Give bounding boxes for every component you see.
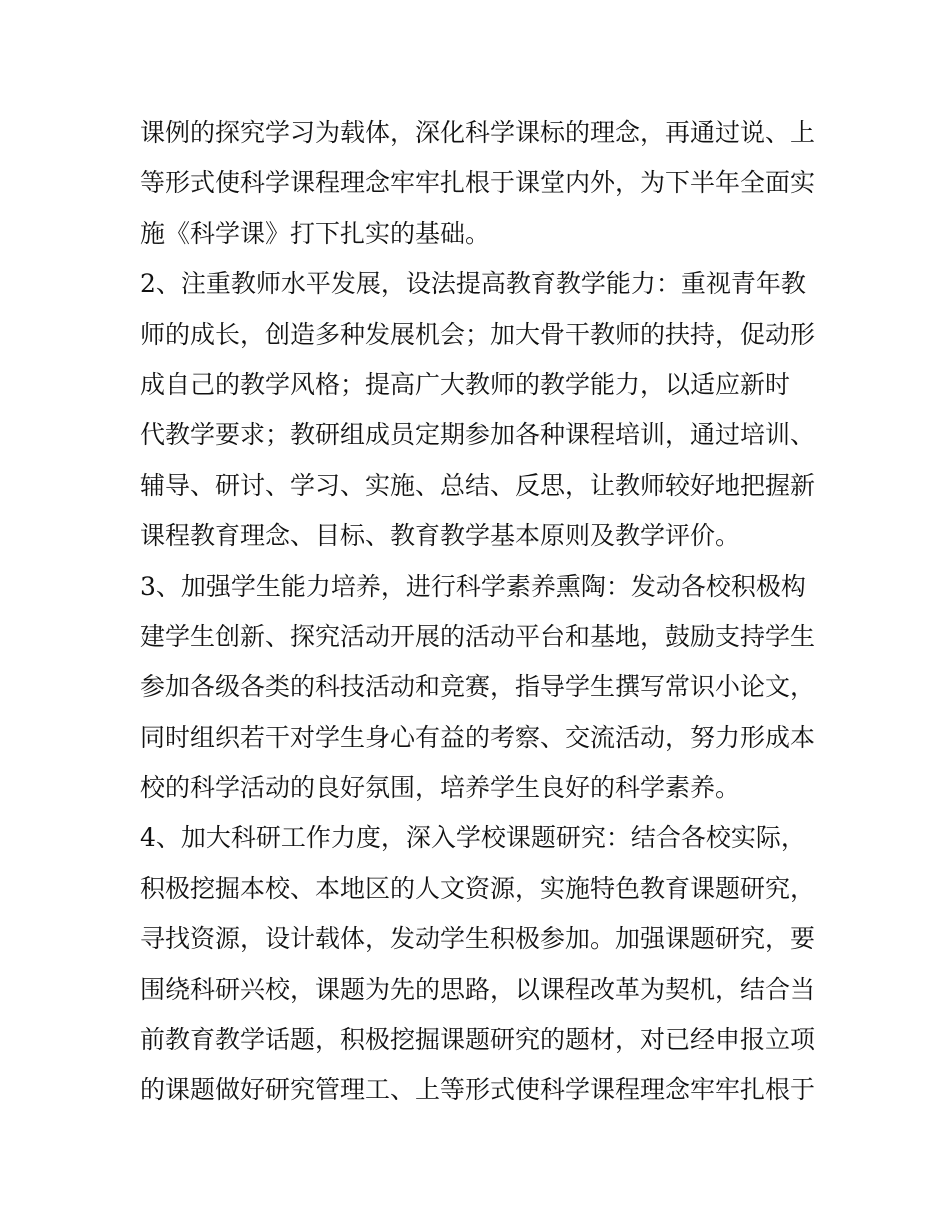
text-line: 师的成长，创造多种发展机会；加大骨干教师的扶持，促动形 [140, 319, 816, 349]
text-line: 寻找资源，设计载体，发动学生积极参加。加强课题研究，要 [140, 924, 816, 954]
text-line: 课程教育理念、目标、教育教学基本原则及教学评价。 [140, 521, 741, 551]
text-line: 校的科学活动的良好氛围，培养学生良好的科学素养。 [140, 773, 741, 803]
text-line: 积极挖掘本校、本地区的人文资源，实施特色教育课题研究， [140, 873, 816, 903]
text-line: 前教育教学话题，积极挖掘课题研究的题材，对已经申报立项 [140, 1025, 816, 1055]
text-line: 2、注重教师水平发展，设法提高教育教学能力：重视青年教 [140, 269, 806, 299]
text-line: 围绕科研兴校，课题为先的思路，以课程改革为契机，结合当 [140, 974, 816, 1004]
text-line: 3、加强学生能力培养，进行科学素养熏陶：发动各校积极构 [140, 571, 806, 601]
text-line: 施《科学课》打下扎实的基础。 [140, 218, 491, 248]
document-body [140, 108, 820, 1116]
text-line: 课例的探究学习为载体，深化科学课标的理念，再通过说、上 [140, 118, 816, 147]
text-line: 代教学要求；教研组成员定期参加各种课程培训，通过培训、 [140, 420, 816, 450]
text-line: 建学生创新、探究活动开展的活动平台和基地，鼓励支持学生 [140, 621, 816, 651]
text-line: 4、加大科研工作力度，深入学校课题研究：结合各校实际， [140, 823, 806, 853]
text-line: 辅导、研讨、学习、实施、总结、反思，让教师较好地把握新 [140, 470, 816, 500]
text-line: 成自己的教学风格；提高广大教师的教学能力，以适应新时 [140, 369, 791, 399]
text-line: 等形式使科学课程理念牢牢扎根于课堂内外，为下半年全面实 [140, 168, 816, 198]
text-line: 的课题做好研究管理工、上等形式使科学课程理念牢牢扎根于 [140, 1075, 816, 1105]
text-line: 参加各级各类的科技活动和竞赛，指导学生撰写常识小论文， [140, 672, 816, 702]
text-line: 同时组织若干对学生身心有益的考察、交流活动，努力形成本 [140, 722, 816, 752]
